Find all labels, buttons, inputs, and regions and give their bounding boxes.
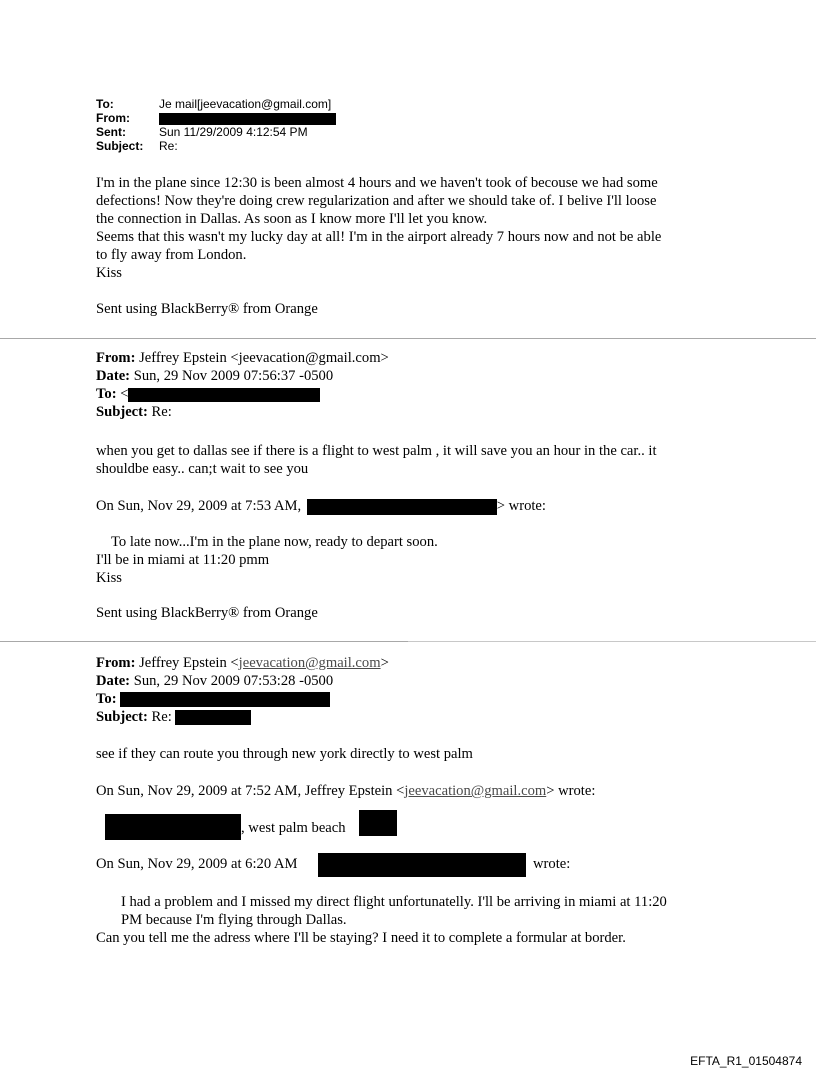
redaction-block	[175, 710, 251, 725]
header-subject-row	[96, 139, 336, 153]
header-sent-label: Sent:	[96, 125, 126, 139]
message1-body	[96, 174, 661, 282]
header-to-value: Je mail[jeevacation@gmail.com]	[159, 97, 332, 111]
message3-to-label: To:	[96, 691, 117, 707]
message2-subject-row	[96, 403, 389, 421]
message3-quote1-wrote: > wrote:	[546, 783, 596, 799]
message2-date-row	[96, 367, 389, 385]
message3-subject-row	[96, 708, 389, 726]
header-subject-label: Subject:	[96, 139, 144, 153]
message3-quoted-line: PM because I'm flying through Dallas.	[121, 912, 347, 928]
email-header	[96, 97, 336, 153]
message2-quoted	[96, 533, 438, 587]
message2-date-label: Date:	[96, 368, 131, 384]
redaction-block	[359, 810, 397, 836]
message2-header	[96, 349, 389, 421]
message3-date-row	[96, 672, 389, 690]
redaction-block	[307, 499, 497, 515]
header-to-label: To:	[96, 97, 114, 111]
header-to-row	[96, 97, 336, 111]
message1-line: Kiss	[96, 265, 122, 281]
header-sent-row	[96, 125, 336, 139]
message2-from-row	[96, 349, 389, 367]
message3-from-name: Jeffrey Epstein <	[139, 655, 239, 671]
message1-line: to fly away from London.	[96, 247, 247, 263]
header-from-row	[96, 111, 336, 125]
redaction-block	[105, 814, 241, 840]
divider	[408, 641, 816, 642]
header-from-label: From:	[96, 111, 130, 125]
message2-date-value: Sun, 29 Nov 2009 07:56:37 -0500	[133, 368, 334, 384]
message2-from-value: Jeffrey Epstein <jeevacation@gmail.com>	[139, 350, 389, 366]
message3-date-value: Sun, 29 Nov 2009 07:53:28 -0500	[133, 673, 334, 689]
document-id: EFTA_R1_01504874	[690, 1054, 802, 1068]
message3-quote1-intro: On Sun, Nov 29, 2009 at 7:52 AM, Jeffrey Epstein <	[96, 783, 405, 799]
message2-to-label: To:	[96, 386, 117, 402]
message3-quote2-intro: On Sun, Nov 29, 2009 at 6:20 AM	[96, 856, 298, 872]
message1-line: I'm in the plane since 12:30 is been almost 4 hours and we haven't took of becouse we had some	[96, 175, 658, 191]
message2-to-prefix: <	[120, 386, 129, 402]
message3-subject-label: Subject:	[96, 709, 148, 725]
message2-body	[96, 442, 657, 478]
message3-address-fragment: , west palm beach	[241, 820, 346, 836]
message2-subject-label: Subject:	[96, 404, 148, 420]
header-subject-value: Re:	[159, 139, 178, 153]
message3-quoted-line: I had a problem and I missed my direct flight unfortunatelly. I'll be arriving in miami at 11:20	[121, 894, 667, 910]
message2-quoted-line: I'll be in miami at 11:20 pmm	[96, 552, 270, 568]
message2-quote-intro-row	[96, 497, 546, 515]
message2-quoted-line: To late now...I'm in the plane now, ready to depart soon.	[111, 534, 438, 550]
message1-line: the connection in Dallas. As soon as I know more I'll let you know.	[96, 211, 488, 227]
message3-date-label: Date:	[96, 673, 131, 689]
message3-from-close: >	[380, 655, 389, 671]
message3-subject-value: Re:	[151, 709, 172, 725]
message3-from-row	[96, 654, 389, 672]
message2-from-label: From:	[96, 350, 136, 366]
redaction-block	[318, 853, 526, 877]
message3-quote2-wrote: wrote:	[533, 856, 571, 872]
message2-quoted-line: Kiss	[96, 570, 122, 586]
redaction-block	[120, 692, 330, 707]
message2-line: shouldbe easy.. can;t wait to see you	[96, 461, 309, 477]
message1-line: Seems that this wasn't my lucky day at all! I'm in the airport already 7 hours now and not be able	[96, 229, 662, 245]
divider	[0, 338, 816, 339]
message2-subject-value: Re:	[151, 404, 172, 420]
message2-line: when you get to dallas see if there is a flight to west palm , it will save you an hour in the car.. it	[96, 443, 657, 459]
message3-from-label: From:	[96, 655, 136, 671]
header-sent-value: Sun 11/29/2009 4:12:54 PM	[159, 125, 308, 139]
message3-to-row	[96, 690, 389, 708]
message3-quoted	[96, 893, 667, 947]
message3-body: see if they can route you through new york directly to west palm	[96, 746, 473, 762]
message3-last-line: Can you tell me the adress where I'll be staying? I need it to complete a formular at border.	[96, 930, 626, 946]
redaction-block	[159, 113, 336, 125]
message2-quote-wrote: > wrote:	[496, 498, 546, 514]
message3-header	[96, 654, 389, 726]
divider	[0, 641, 408, 642]
message1-line: defections! Now they're doing crew regularization and after we should take of. I belive I'll loose	[96, 193, 657, 209]
redaction-block	[128, 388, 320, 402]
message3-from-email-link[interactable]: jeevacation@gmail.com	[238, 655, 381, 671]
message2-to-row	[96, 385, 389, 403]
message2-quote-intro: On Sun, Nov 29, 2009 at 7:53 AM,	[96, 498, 302, 514]
message1-signature: Sent using BlackBerry® from Orange	[96, 301, 318, 317]
message3-quote1-row	[96, 782, 595, 800]
message3-quote1-email-link[interactable]: jeevacation@gmail.com	[404, 783, 547, 799]
message2-signature: Sent using BlackBerry® from Orange	[96, 605, 318, 621]
